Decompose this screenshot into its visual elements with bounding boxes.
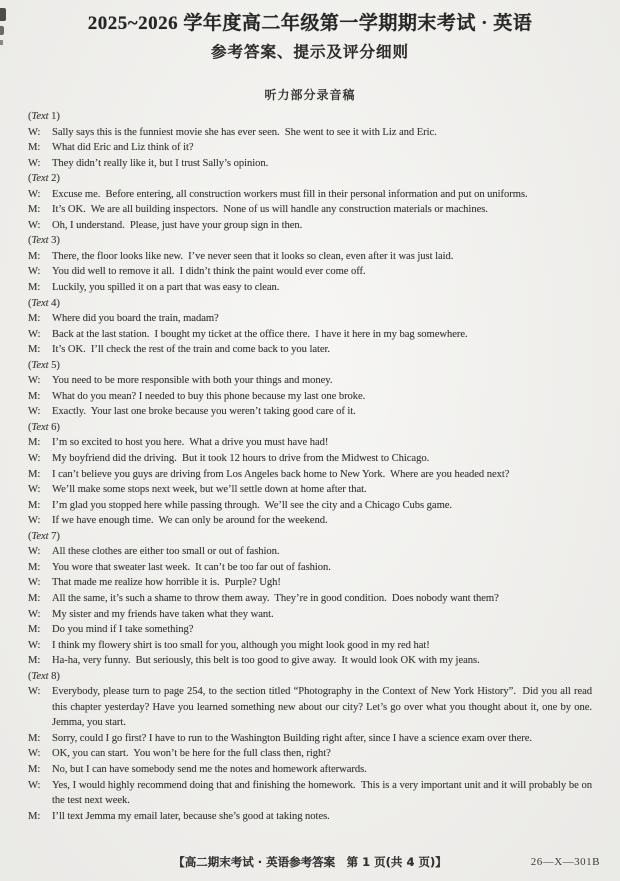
page-subtitle: 参考答案、提示及评分细则 <box>210 43 409 61</box>
page-footer <box>0 854 620 870</box>
speaker-label: M: <box>28 468 41 480</box>
scan-artifact <box>0 40 3 45</box>
speaker-label: W: <box>28 484 41 496</box>
dialogue-line: W: OK, you can start. You won’t be here for the full class then, right? <box>28 746 592 762</box>
dialogue-line: W: Yes, I would highly recommend doing that and finishing the homework. This is a very important unit and it will probably be on the test next week. <box>28 779 595 807</box>
text-label: (Text 3) <box>28 235 60 247</box>
dialogue-line: M: Sorry, could I go first? I have to run to the Washington Building right after, since I have a science exam over there. <box>28 731 592 747</box>
dialogue-line: M: I’ll text Jemma my email later, because she’s good at taking notes. <box>28 809 592 825</box>
listening-script-heading: 听力部分录音稿 <box>264 88 356 102</box>
dialogue-line: W: All these clothes are either too small or out of fashion. <box>28 544 592 560</box>
dialogue-line: W: I think my flowery shirt is too small for you, although you might look good in my red hat! <box>28 638 592 654</box>
speaker-label: M: <box>28 763 41 775</box>
text-label: (Text 1) <box>28 111 60 122</box>
speaker-label: M: <box>28 142 41 154</box>
dialogue-line: M: What did Eric and Liz think of it? <box>28 140 592 156</box>
footer-page-info: 【高二期末考试 · 英语参考答案 第 1 页(共 4 页)】 <box>173 855 447 869</box>
dialogue-line: W: If we have enough time. We can only be around for the weekend. <box>28 513 592 529</box>
speaker-label: W: <box>28 639 41 651</box>
dialogue-line: M: All the same, it’s such a shame to throw them away. They’re in good condition. Does nobody want them? <box>28 591 592 607</box>
dialogue-line: W: Sally says this is the funniest movie she has ever seen. She went to see it with Liz and Eric. <box>28 125 592 141</box>
speaker-label: W: <box>28 188 41 200</box>
text-label: (Text 6) <box>28 421 60 433</box>
dialogue-line: M: Ha-ha, very funny. But seriously, this belt is too good to give away. It would look OK with my jeans. <box>28 653 592 669</box>
speaker-label: M: <box>28 313 41 325</box>
speaker-label: M: <box>28 250 41 262</box>
speaker-label: W: <box>28 546 41 558</box>
speaker-label: W: <box>28 406 41 418</box>
dialogue-line: W: My sister and my friends have taken what they want. <box>28 607 592 623</box>
speaker-label: M: <box>28 282 41 294</box>
footer-document-code: 26—X—301B <box>530 856 600 868</box>
text-label: (Text 2) <box>28 173 60 185</box>
text-label: (Text 4) <box>28 297 60 309</box>
page-title: 2025~2026 学年度高二年级第一学期期末考试 · 英语 <box>87 13 533 34</box>
speaker-label: W: <box>28 748 41 760</box>
dialogue-line: M: What do you mean? I needed to buy this phone because my last one broke. <box>28 389 592 405</box>
dialogue-line: W: They didn’t really like it, but I trust Sally’s opinion. <box>28 156 592 172</box>
speaker-label: W: <box>28 157 41 169</box>
speaker-label: W: <box>28 219 41 231</box>
speaker-label: M: <box>28 561 41 573</box>
dialogue-line: W: Oh, I understand. Please, just have your group sign in then. <box>28 218 592 234</box>
speaker-label: W: <box>28 686 41 698</box>
speaker-label: W: <box>28 328 41 340</box>
dialogue-line: W: We’ll make some stops next week, but we’ll settle down at home after that. <box>28 482 592 498</box>
dialogue-line: W: That made me realize how horrible it is. Purple? Ugh! <box>28 575 592 591</box>
dialogue-line: M: Where did you board the train, madam? <box>28 311 592 327</box>
text-label: (Text 7) <box>28 530 60 542</box>
dialogue-line: M: I’m glad you stopped here while passing through. We’ll see the city and a Chicago Cubs game. <box>28 498 592 514</box>
speaker-label: M: <box>28 732 41 744</box>
speaker-label: W: <box>28 608 41 620</box>
text-label: (Text 8) <box>28 670 60 682</box>
dialogue-line: M: I’m so excited to host you here. What a drive you must have had! <box>28 435 592 451</box>
dialogue-line: M: You wore that sweater last week. It can’t be too far out of fashion. <box>28 560 592 576</box>
dialogue-line: M: It’s OK. I’ll check the rest of the train and come back to you later. <box>28 342 592 358</box>
dialogue-line: W: Back at the last station. I bought my ticket at the office there. I have it here in my bag somewhere. <box>28 327 592 343</box>
scan-artifact <box>0 26 4 35</box>
speaker-label: M: <box>28 437 41 449</box>
dialogue-line: W: You need to be more responsible with both your things and money. <box>28 373 592 389</box>
dialogue-line: M: No, but I can have somebody send me the notes and homework afterwards. <box>28 762 592 778</box>
speaker-label: W: <box>28 266 41 278</box>
dialogue-line: M: I can’t believe you guys are driving from Los Angeles back home to New York. Where are you headed next? <box>28 467 592 483</box>
speaker-label: M: <box>28 624 41 636</box>
speaker-label: M: <box>28 499 41 511</box>
dialogue-line: M: There, the floor looks like new. I’ve never seen that it looks so clean, even after it was just laid. <box>28 249 592 265</box>
speaker-label: M: <box>28 204 41 216</box>
speaker-label: M: <box>28 344 41 356</box>
speaker-label: W: <box>28 126 41 138</box>
dialogue-line: M: It’s OK. We are all building inspectors. None of us will handle any construction materials or machines. <box>28 202 592 218</box>
scan-artifact <box>0 8 6 21</box>
dialogue-line: M: Do you mind if I take something? <box>28 622 592 638</box>
speaker-label: W: <box>28 577 41 589</box>
dialogue-line: M: Luckily, you spilled it on a part that was easy to clean. <box>28 280 592 296</box>
dialogue-line: W: Everybody, please turn to page 254, to the section titled “Photography in the Context of New York History”. Did you all read this chapter yesterday? Have you learned something new about our city? Let’s go over what you thought about it, one by one. Jemma, you start. <box>28 686 598 729</box>
text-label: (Text 5) <box>28 359 60 371</box>
dialogue-line: W: My boyfriend did the driving. But it took 12 hours to drive from the Midwest to Chicago. <box>28 451 592 467</box>
speaker-label: M: <box>28 655 41 667</box>
speaker-label: M: <box>28 810 41 822</box>
speaker-label: M: <box>28 592 41 604</box>
speaker-label: W: <box>28 375 41 387</box>
dialogue-line: W: You did well to remove it all. I didn’t think the paint would ever come off. <box>28 264 592 280</box>
speaker-label: W: <box>28 779 41 791</box>
speaker-label: M: <box>28 390 41 402</box>
speaker-label: W: <box>28 453 41 465</box>
transcript <box>28 109 598 824</box>
dialogue-line: W: Excuse me. Before entering, all construction workers must fill in their personal information and put on uniforms. <box>28 187 592 203</box>
speaker-label: W: <box>28 515 41 527</box>
dialogue-line: W: Exactly. Your last one broke because you weren’t taking good care of it. <box>28 404 592 420</box>
